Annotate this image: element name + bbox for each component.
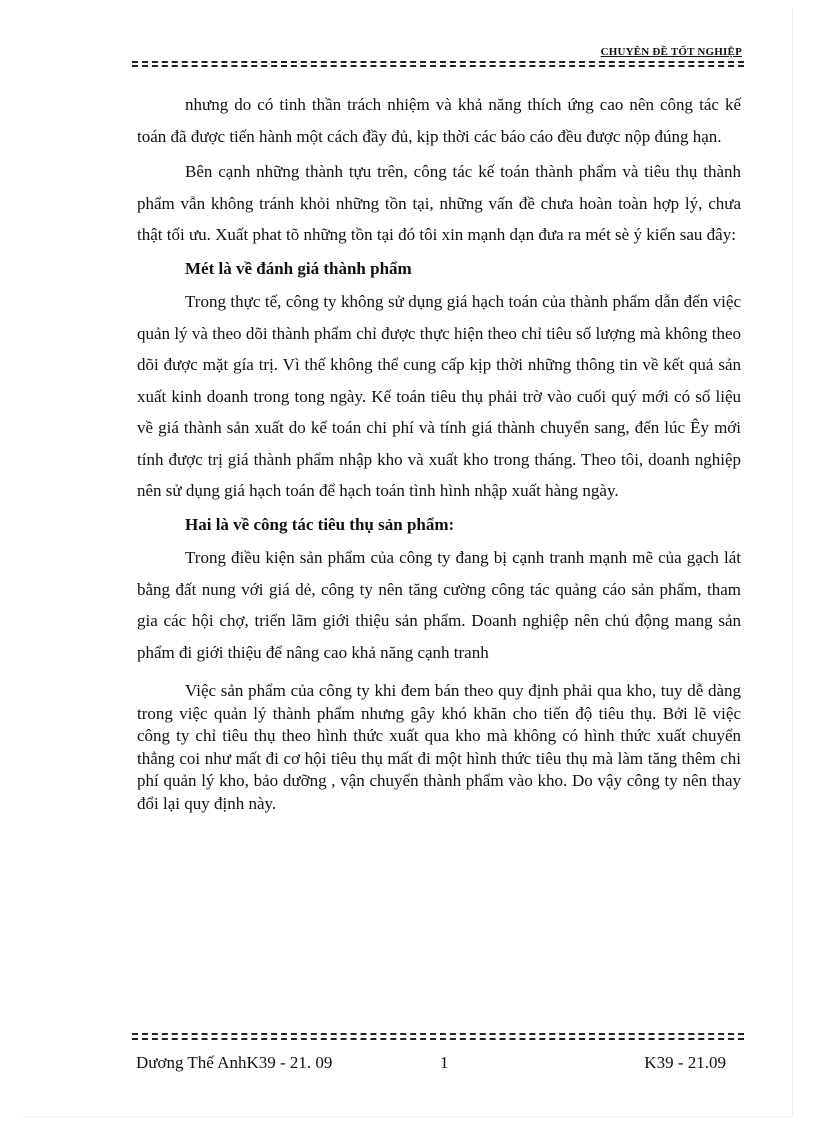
section-heading-1: Mét là về đánh giá thành phẩm	[185, 258, 412, 278]
paragraph-4: Trong điều kiện sản phẩm của công ty đang bị cạnh tranh mạnh mẽ của gạch lát bằng đất nung với giá dẻ, công ty nên tăng cường công tác quảng cáo sản phẩm, tham gia các hội chợ, triển lãm giới thiệu sản phẩm. Doanh nghiệp nên chủ động mang sản phẩm đi giới thiệu để nâng cao khả năng cạnh tranh	[137, 548, 741, 662]
paragraph-1: nhưng do có tinh thần trách nhiệm và khả năng thích ứng cao nên công tác kế toán đã được tiến hành một cách đầy đủ, kịp thời các báo cáo đều được nộp đúng hạn.	[137, 95, 741, 146]
header-rule-bottom	[132, 65, 744, 67]
document-body	[137, 89, 741, 832]
footer-rule-top	[132, 1033, 744, 1035]
page-footer	[132, 1033, 744, 1083]
header-rule-top	[132, 61, 744, 63]
page-header	[132, 46, 744, 68]
footer-author: Dương Thế AnhK39 - 21. 09	[136, 1053, 333, 1072]
footer-class-code: K39 - 21.09	[644, 1053, 726, 1072]
section-heading-2: Hai là về công tác tiêu thụ sản phẩm:	[185, 514, 455, 534]
paragraph-2: Bên cạnh những thành tựu trên, công tác kế toán thành phẩm và tiêu thụ thành phẩm vẫn không tránh khỏi những tồn tại, những vấn đề chưa hoàn toàn hợp lý, chưa thật tối ưu. Xuất phat tõ những tồn tại đó tôi xin mạnh dạn đưa ra mét sè ý kiến sau đây:	[137, 162, 741, 244]
paragraph-5: Việc sản phẩm của công ty khi đem bán theo quy định phải qua kho, tuy dễ dàng trong việc quản lý thành phẩm nhưng gây khó khăn cho tiến độ tiêu thụ. Bởi lẽ việc công ty chỉ tiêu thụ theo hình thức xuất qua kho mà không có hình thức xuất chuyển thẳng coi như mất đi cơ hội tiêu thụ mất đi một hình thức tiêu thụ mà làm tăng thêm chi phí quản lý kho, bảo dưỡng , vận chuyển thành phẩm vào kho. Do vậy công ty nên thay đổi lại quy định này.	[137, 681, 741, 813]
footer-rule-bottom	[132, 1038, 744, 1040]
paragraph-3: Trong thực tế, công ty không sử dụng giá hạch toán của thành phẩm dẫn đến việc quản lý và theo dõi thành phẩm chỉ được thực hiện theo chỉ tiêu số lượng mà không theo dõi được mặt gía trị. Vì thế không thể cung cấp kịp thời những thông tin về kết quả sản xuất kinh doanh trong tong ngày. Kế toán tiêu thụ phải trờ vào cuối quý mới có số liệu về giá thành sản xuất do kế toán chi phí và tính giá thành chuyển sang, đến lúc Êy mới tính được trị giá thành phẩm nhập kho và xuất kho trong tháng. Theo tôi, doanh nghiệp nên sử dụng giá hạch toán để hạch toán tình hình nhập xuất hàng ngày.	[137, 292, 741, 500]
page-number: 1	[440, 1053, 449, 1072]
header-title: CHUYÊN ĐỀ TỐT NGHIỆP	[600, 46, 742, 58]
